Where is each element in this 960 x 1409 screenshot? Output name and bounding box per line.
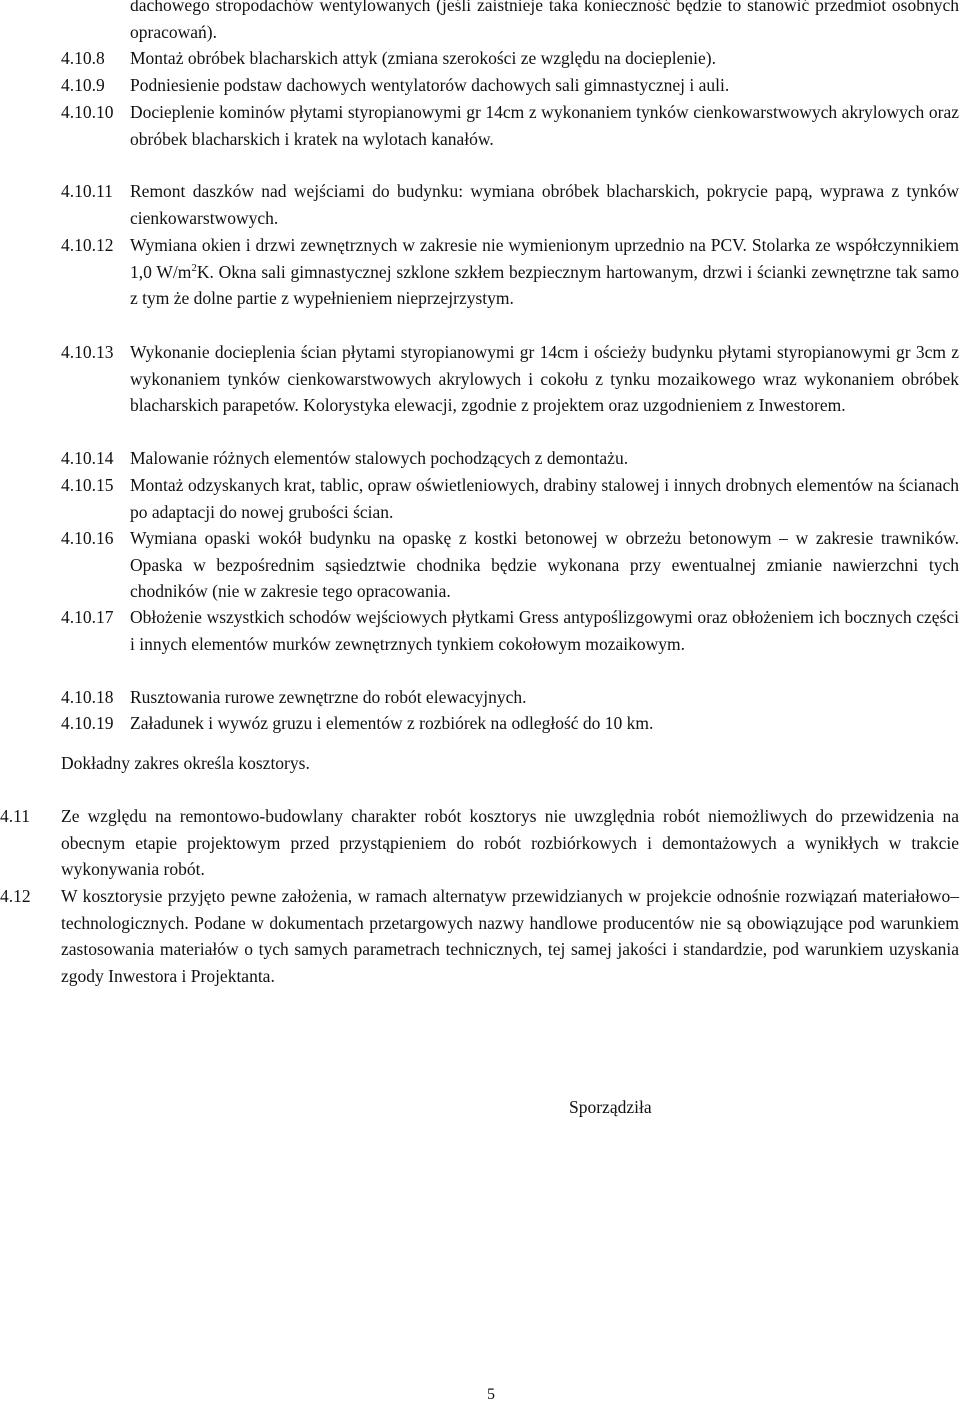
list-item-4-10-10 <box>61 99 959 152</box>
item-text: Podniesienie podstaw dachowych wentylatorów dachowych sali gimnastycznej i auli. <box>130 75 730 95</box>
item-number: 4.10.13 <box>61 342 114 362</box>
list-item-4-10-14 <box>61 445 959 472</box>
item-text: Montaż odzyskanych krat, tablic, opraw oświetleniowych, drabiny stalowej i innych drobnych elementów na ścianach po adaptacji do nowej grubości ścian. <box>130 475 959 522</box>
section-number: 4.12 <box>0 886 31 906</box>
item-number: 4.10.16 <box>61 528 114 548</box>
item-text-part: K. Okna sali gimnastycznej szklone szkłem bezpiecznym hartowanym, drzwi i ścianki zewnętrzne tak samo z tym że dolne partie z wypełnieniem nieprzejrzystym. <box>130 261 959 308</box>
item-text: Rusztowania rurowe zewnętrzne do robót elewacyjnych. <box>130 687 527 707</box>
section-text: W kosztorysie przyjęto pewne założenia, w ramach alternatyw przewidzianych w projekcie odnośnie rozwiązań materiałowo–technologicznych. Podane w dokumentach przetargowych nazwy handlowe producentów nie są obowiązujące pod warunkiem zastosowania materiałów o tych samych parametrach technicznych, tej samej jakości i standardzie, pod warunkiem uzyskania zgody Inwestora i Projektanta. <box>61 886 959 986</box>
item-text: Wymiana opaski wokół budynku na opaskę z kostki betonowej w obrzeżu betonowym – w zakresie trawników. Opaska w bezpośrednim sąsiedztwie chodnika będzie wykonana przy ewentualnej zmianie nawierzchni tych chodników (nie w zakresie tego opracowania. <box>130 528 959 601</box>
item-number: 4.10.18 <box>61 687 114 707</box>
item-number: 4.10.8 <box>61 48 105 68</box>
list-item-4-10-9 <box>61 72 959 99</box>
item-text <box>130 232 959 312</box>
item-number: 4.10.11 <box>61 181 113 201</box>
section-4-12 <box>0 883 959 989</box>
list-item-4-10-13 <box>61 339 959 419</box>
item-text: Docieplenie kominów płytami styropianowymi gr 14cm z wykonaniem tynków cienkowarstwowych akrylowych oraz obróbek blacharskich i kratek na wylotach kanałów. <box>130 102 959 149</box>
item-number: 4.10.19 <box>61 713 114 733</box>
item-text: Obłożenie wszystkich schodów wejściowych płytkami Gress antypoślizgowymi oraz obłożeniem ich bocznych części i innych elementów murków zewnętrznych tynkiem cokołowym mozaikowym. <box>130 607 959 654</box>
item-text: Montaż obróbek blacharskich attyk (zmiana szerokości ze względu na docieplenie). <box>130 48 717 68</box>
item-text: Remont daszków nad wejściami do budynku: wymiana obróbek blacharskich, pokrycie papą, wyprawa z tynków cienkowarstwowych. <box>130 181 959 228</box>
item-number: 4.10.17 <box>61 607 114 627</box>
scope-note: Dokładny zakres określa kosztorys. <box>61 753 310 773</box>
item-number: 4.10.9 <box>61 75 105 95</box>
lead-paragraph: dachowego stropodachów wentylowanych (jeśli zaistnieje taka konieczność będzie to stanowić przedmiot osobnych opracowań). <box>130 0 959 42</box>
page-number: 5 <box>487 1386 495 1403</box>
item-text: Załadunek i wywóz gruzu i elementów z rozbiórek na odległość do 10 km. <box>130 713 654 733</box>
superscript: 2 <box>191 261 197 274</box>
list-item-4-10-15 <box>61 472 959 525</box>
item-number: 4.10.12 <box>61 235 114 255</box>
item-text: Wykonanie docieplenia ścian płytami styropianowymi gr 14cm i ościeży budynku płytami styropianowymi gr 3cm z wykonaniem tynków cienkowarstwowych akrylowych i cokołu z tynku mozaikowego wraz wykonaniem obróbek blacharskich parapetów. Kolorystyka elewacji, zgodnie z projektem oraz uzgodnieniem z Inwestorem. <box>130 342 959 415</box>
section-4-11 <box>0 803 959 883</box>
item-number: 4.10.15 <box>61 475 114 495</box>
list-item-4-10-8 <box>61 45 959 72</box>
list-item-4-10-16 <box>61 525 959 605</box>
item-text: Malowanie różnych elementów stalowych pochodzących z demontażu. <box>130 448 629 468</box>
section-text: Ze względu na remontowo-budowlany charakter robót kosztorys nie uwzględnia robót niemożliwych do przewidzenia na obecnym etapie projektowym przed przystąpieniem do robót rozbiórkowych i demontażowych a wynikłych w trakcie wykonywania robót. <box>61 806 959 879</box>
item-number: 4.10.14 <box>61 448 114 468</box>
section-number: 4.11 <box>0 806 30 826</box>
item-number: 4.10.10 <box>61 102 114 122</box>
list-item-4-10-11 <box>61 178 959 231</box>
item-text-part: Wymiana okien i drzwi zewnętrznych w zakresie nie wymienionym uprzednio na PCV. Stolarka ze współczynnikiem 1,0 W/m <box>130 235 959 282</box>
list-item-4-10-12 <box>61 232 959 312</box>
list-item-4-10-18 <box>61 684 959 711</box>
signature-label: Sporządziła <box>569 1097 652 1117</box>
list-item-4-10-19 <box>61 710 959 737</box>
list-item-4-10-17 <box>61 604 959 657</box>
